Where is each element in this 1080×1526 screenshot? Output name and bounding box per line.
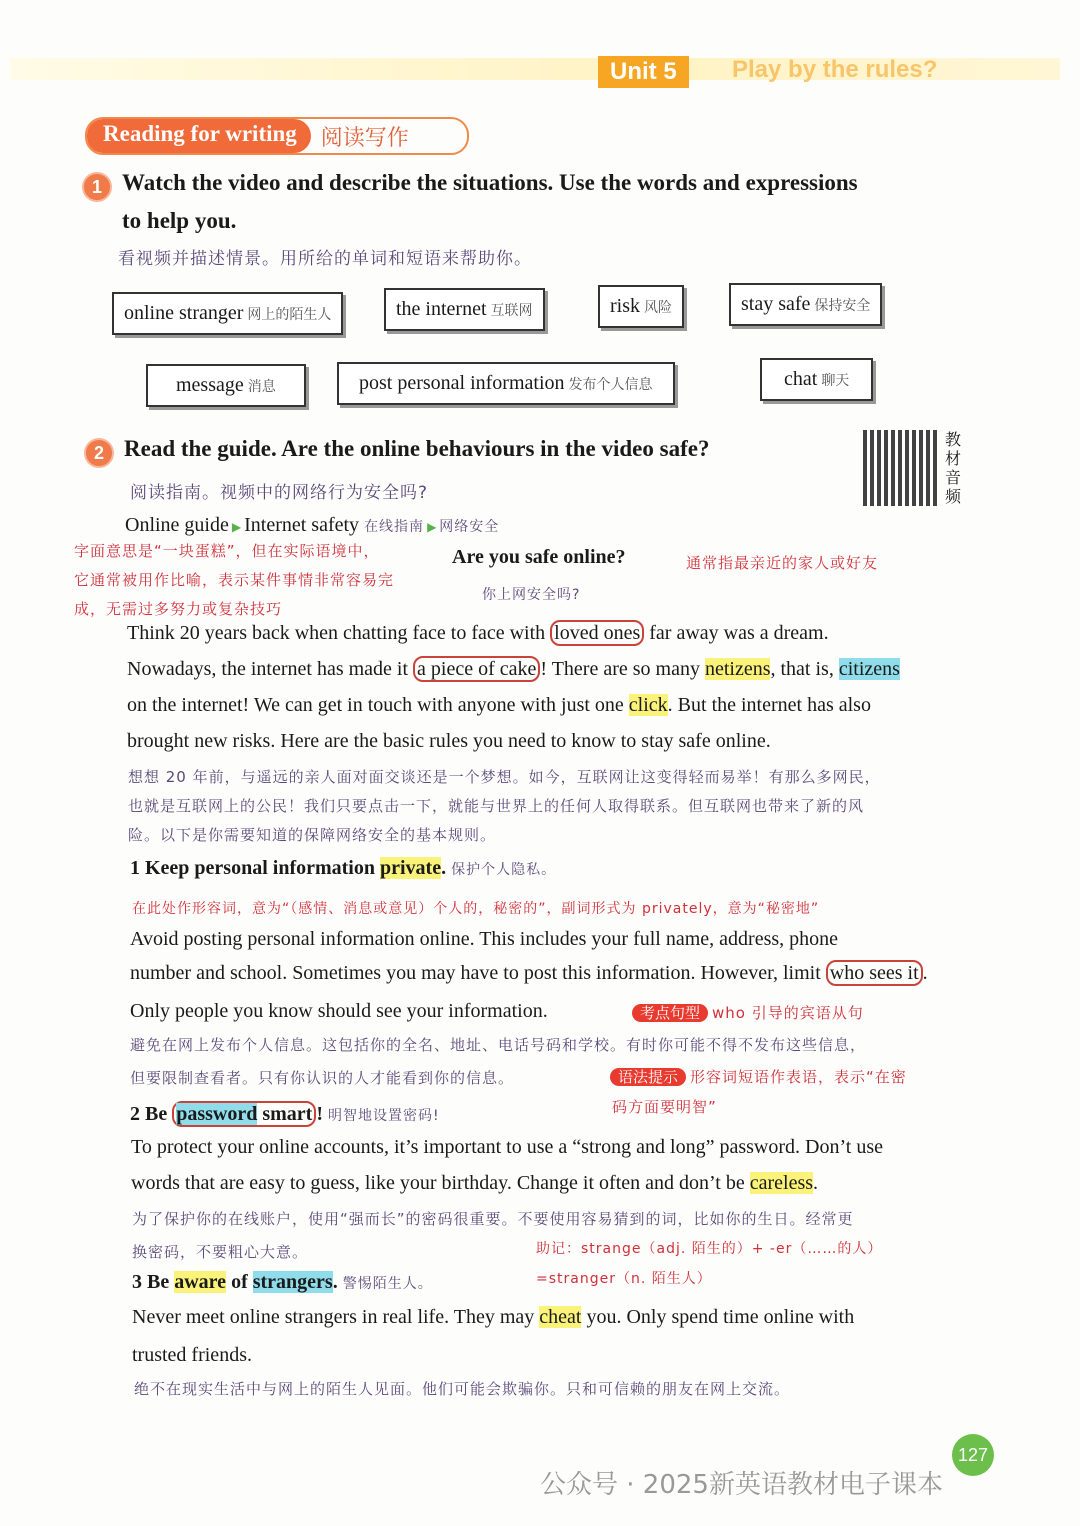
note-cake: 它通常被用作比喻，表示某件事情非常容易完 bbox=[74, 571, 395, 589]
qr-caption: 教材音频 bbox=[945, 430, 962, 506]
word-zh: 保持安全 bbox=[814, 298, 871, 314]
task-2-instruction: Read the guide. Are the online behaviours in the video safe? bbox=[124, 436, 710, 461]
word-en: the internet bbox=[396, 298, 487, 320]
task-1-number: 1 bbox=[82, 172, 112, 202]
word-zh: 聊天 bbox=[821, 373, 850, 389]
word-en: online stranger bbox=[124, 302, 244, 324]
word-zh: 互联网 bbox=[490, 303, 533, 319]
translation-line: 为了保护你的在线账户，使用“强而长”的密码很重要。不要使用容易猜到的词，比如你的生日。经常更 bbox=[132, 1210, 854, 1228]
highlighted-word: click bbox=[628, 694, 668, 716]
word-en: chat bbox=[784, 368, 818, 390]
unit-title: Play by the rules? bbox=[732, 56, 938, 83]
rule-1-heading: 1 Keep personal information private. 保护个人隐私。 bbox=[130, 857, 557, 879]
task-1-instruction-line2: to help you. bbox=[122, 208, 237, 233]
guide-label: Online guide bbox=[125, 514, 229, 536]
article-title-zh: 你上网安全吗? bbox=[482, 587, 581, 603]
word-box bbox=[112, 292, 343, 335]
word-en: message bbox=[176, 374, 244, 396]
paragraph-line: Think 20 years back when chatting face to face with loved ones far away was a dream. bbox=[127, 622, 829, 644]
circled-phrase: loved ones bbox=[550, 620, 644, 646]
guide-breadcrumb: Online guide ▶ Internet safety 在线指南 ▶ 网络安全 bbox=[125, 514, 500, 536]
word-zh: 发布个人信息 bbox=[568, 377, 653, 393]
note-cake: 成，无需过多努力或复杂技巧 bbox=[74, 600, 283, 618]
word-box bbox=[598, 285, 684, 328]
word-zh: 网上的陌生人 bbox=[247, 307, 332, 323]
paragraph-line: brought new risks. Here are the basic rules you need to know to stay safe online. bbox=[127, 730, 771, 752]
highlighted-word: careless bbox=[749, 1172, 814, 1194]
word-en: risk bbox=[610, 295, 640, 317]
note-who: 考点句型 who 引导的宾语从句 bbox=[632, 1002, 864, 1023]
word-en: post personal information bbox=[359, 372, 565, 394]
paragraph-line: Only people you know should see your information. bbox=[130, 1000, 548, 1022]
paragraph-line: To protect your online accounts, it’s important to use a “strong and long” password. Don’t use bbox=[131, 1136, 883, 1158]
unit-label: Unit 5 bbox=[598, 56, 689, 88]
note-stranger: =stranger（n. 陌生人） bbox=[536, 1271, 712, 1287]
word-box bbox=[729, 283, 882, 326]
rule-3-heading: 3 Be aware of strangers. 警惕陌生人。 bbox=[132, 1271, 433, 1293]
translation-line: 但要限制查看者。只有你认识的人才能看到你的信息。 bbox=[130, 1069, 515, 1087]
article-title: Are you safe online? bbox=[452, 546, 626, 568]
note-private: 在此处作形容词，意为“（感情、消息或意见）个人的，秘密的”，副词形式为 privately，意为“秘密地” bbox=[132, 901, 820, 917]
task-1-instruction-line1: Watch the video and describe the situations. Use the words and expressions bbox=[122, 170, 858, 195]
task-1-instruction-zh: 看视频并描述情景。用所给的单词和短语来帮助你。 bbox=[118, 249, 532, 269]
translation-line: 险。以下是你需要知道的保障网络安全的基本规则。 bbox=[128, 826, 497, 844]
paragraph-line: on the internet! We can get in touch with anyone with just one click. But the internet has also bbox=[127, 694, 871, 716]
paragraph-line: trusted friends. bbox=[132, 1344, 252, 1366]
word-zh: 风险 bbox=[644, 300, 672, 316]
qr-code[interactable] bbox=[863, 430, 939, 506]
paragraph-line: Avoid posting personal information online. This includes your full name, address, phone bbox=[130, 928, 839, 950]
paragraph-line: Never meet online strangers in real life. They may cheat you. Only spend time online with bbox=[132, 1306, 855, 1328]
task-2-instruction-zh: 阅读指南。视频中的网络行为安全吗? bbox=[130, 483, 429, 503]
page-number: 127 bbox=[952, 1434, 994, 1476]
section-tag-zh: 阅读写作 bbox=[320, 126, 409, 151]
paragraph-line: words that are easy to guess, like your birthday. Change it often and don’t be careless. bbox=[131, 1172, 819, 1194]
note-stranger: 助记：strange（adj. 陌生的）+ -er（……的人） bbox=[536, 1241, 883, 1257]
task-2-number: 2 bbox=[84, 438, 114, 468]
word-box bbox=[760, 358, 873, 401]
translation-line: 绝不在现实生活中与网上的陌生人见面。他们可能会欺骗你。只和可信赖的朋友在网上交流。 bbox=[134, 1380, 791, 1398]
word-box bbox=[384, 288, 545, 331]
word-en: stay safe bbox=[741, 293, 811, 315]
word-box bbox=[337, 362, 675, 405]
rule-2-heading: 2 Be password smart ! 明智地设置密码! bbox=[130, 1103, 440, 1125]
note-grammar-cont: 码方面要明智” bbox=[612, 1098, 717, 1116]
translation-line: 也就是互联网上的公民！我们只要点击一下，就能与世界上的任何人取得联系。但互联网也带来了新的风 bbox=[128, 797, 865, 815]
note-grammar: 语法提示 形容词短语作表语，表示“在密 bbox=[610, 1066, 907, 1087]
highlighted-word: citizens bbox=[838, 658, 900, 680]
paragraph-line: Nowadays, the internet has made it a piece of cake ! There are so many netizens, that is, citizens bbox=[127, 658, 900, 680]
guide-topic-zh: 网络安全 bbox=[439, 519, 500, 535]
translation-line: 避免在网上发布个人信息。这包括你的全名、地址、电话号码和学校。有时你可能不得不发布这些信息， bbox=[130, 1036, 867, 1054]
note-loved-ones: 通常指最亲近的家人或好友 bbox=[686, 554, 879, 572]
highlighted-word: cheat bbox=[539, 1306, 582, 1328]
highlighted-word: netizens bbox=[704, 658, 771, 680]
guide-topic: Internet safety bbox=[244, 514, 360, 536]
watermark: 公众号 · 2025新英语教材电子课本 bbox=[540, 1470, 943, 1500]
section-tag bbox=[85, 117, 469, 155]
word-zh: 消息 bbox=[247, 379, 276, 395]
translation-line: 换密码，不要粗心大意。 bbox=[132, 1243, 309, 1261]
translation-line: 想想 20 年前，与遥远的亲人面对面交谈还是一个梦想。如今，互联网让这变得轻而易举！有那么多网民， bbox=[128, 768, 881, 786]
section-tag-en: Reading for writing bbox=[87, 119, 311, 153]
guide-label-zh: 在线指南 bbox=[364, 519, 425, 535]
paragraph-line: number and school. Sometimes you may have to post this information. However, limit who sees it . bbox=[130, 962, 928, 984]
circled-phrase: a piece of cake bbox=[413, 656, 540, 682]
note-cake: 字面意思是“一块蛋糕”，但在实际语境中， bbox=[74, 542, 380, 560]
circled-phrase: who sees it bbox=[826, 960, 923, 986]
word-box bbox=[146, 364, 306, 407]
